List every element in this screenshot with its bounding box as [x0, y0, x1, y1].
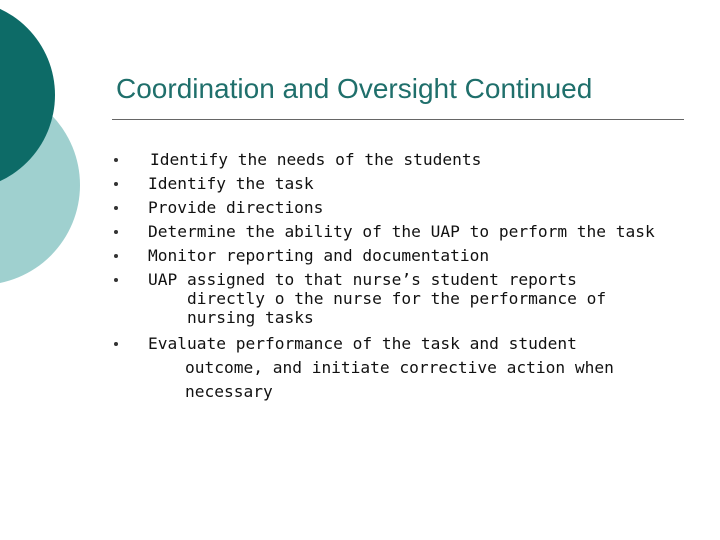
bullet-2-line-1: Identify the task	[148, 174, 314, 193]
bullet-1-line-1: Identify the needs of the students	[150, 150, 482, 169]
bullet-icon	[114, 158, 118, 162]
bullet-6-line-3: nursing tasks	[187, 308, 314, 327]
bullet-icon	[114, 206, 118, 210]
bullet-icon	[114, 278, 118, 282]
bullet-7-line-1: Evaluate performance of the task and student	[148, 334, 577, 353]
bullet-7-line-3: necessary	[185, 382, 273, 401]
bullet-3-line-1: Provide directions	[148, 198, 324, 217]
bullet-6-line-2: directly o the nurse for the performance of	[187, 289, 607, 308]
bullet-icon	[114, 230, 118, 234]
bullet-4-line-1: Determine the ability of the UAP to perform the task	[148, 222, 655, 241]
bullet-icon	[114, 182, 118, 186]
bullet-icon	[114, 254, 118, 258]
bullet-7-line-2: outcome, and initiate corrective action when	[185, 358, 614, 377]
slide-title: Coordination and Oversight Continued	[116, 73, 593, 104]
bullet-5-line-1: Monitor reporting and documentation	[148, 246, 490, 265]
bullet-6-line-1: UAP assigned to that nurse’s student reports	[148, 270, 577, 289]
bullet-icon	[114, 342, 118, 346]
